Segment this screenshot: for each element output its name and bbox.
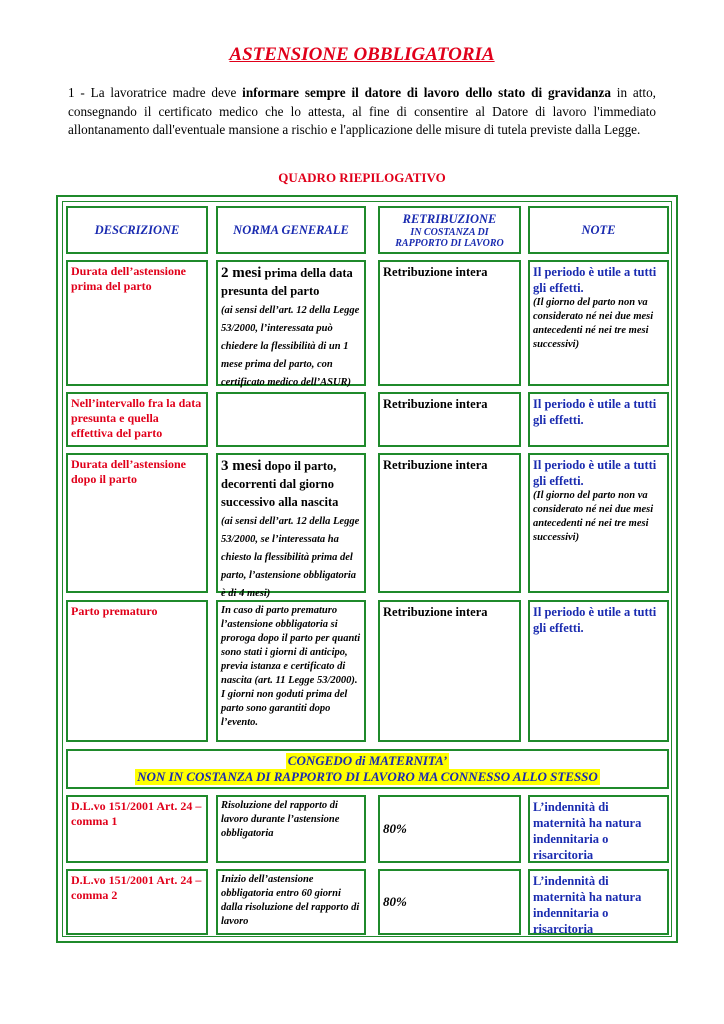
header-descrizione-label: DESCRIZIONE (94, 222, 180, 237)
header-retribuzione-sub: IN COSTANZA DI RAPPORTO DI LAVORO (395, 226, 504, 249)
row-3-descrizione: Durata dell’astensione dopo il parto (66, 453, 208, 593)
row-4-norma: In caso di parto prematuro l’astensione obbligatoria si proroga dopo il parto per quanti sono stati i giorni di anticipo, previa istanza e certificato di nascita (art. 11 Legge 53/2000). I giorni non goduti prima del parto sono garantiti dopo l’evento. (216, 600, 366, 742)
row-3-norma-note: (ai sensi dell’art. 12 della Legge 53/2000, se l’interessata ha chiesto la flessibilità prima del parto, l’astensione obbligatoria è di 4 mesi) (221, 516, 360, 599)
dl-row-2-descrizione: D.L.vo 151/2001 Art. 24 – comma 2 (66, 869, 208, 935)
row-1-note-sub: (Il giorno del parto non va considerato né nei due mesi antecedenti né nei tre mesi successivi) (533, 297, 654, 350)
dl-row-2-norma: Inizio dell’astensione obbligatoria entro 60 giorni dalla risoluzione del rapporto di lavoro (216, 869, 366, 935)
dl-row-1-norma: Risoluzione del rapporto di lavoro durante l’astensione obbligatoria (216, 795, 366, 863)
row-1-norma-big: 2 mesi (221, 265, 262, 281)
dl-row-2-note: L’indennità di maternità ha natura indennitaria o risarcitoria (528, 869, 669, 935)
section-subtitle: QUADRO RIEPILOGATIVO (278, 170, 446, 185)
row-1-norma-note: (ai sensi dell’art. 12 della Legge 53/2000, l’interessata può chiedere la flessibilità di un 1 mese prima del parto, con certificato medico dell’ASUR) (221, 305, 360, 388)
summary-table (56, 195, 678, 943)
dl-row-1-percentuale: 80% (378, 795, 521, 863)
page-title: ASTENSIONE OBBLIGATORIA (229, 44, 495, 65)
header-norma-label: NORMA GENERALE (233, 222, 349, 237)
intro-text-start: 1 - La lavoratrice madre deve (68, 85, 243, 100)
row-2-norma (216, 392, 366, 447)
header-descrizione (66, 206, 208, 254)
header-norma (216, 206, 366, 254)
row-1-note-main: Il periodo è utile a tutti gli effetti. (533, 265, 657, 295)
row-1-norma-mid: prima della data presunta del parto (221, 266, 353, 298)
intro-paragraph (68, 84, 656, 140)
intro-text-bold: informare sempre il datore di lavoro dello stato di gravidanza (242, 85, 611, 100)
row-3-norma (216, 453, 366, 599)
row-3-retribuzione: Retribuzione intera (378, 453, 521, 593)
row-4-descrizione: Parto prematuro (66, 600, 208, 742)
row-2-descrizione: Nell’intervallo fra la data presunta e quella effettiva del parto (66, 392, 208, 447)
congedo-title: CONGEDO di MATERNITA’ (287, 753, 448, 768)
dl-row-1-descrizione: D.L.vo 151/2001 Art. 24 – comma 1 (66, 795, 208, 863)
row-3-note-main: Il periodo è utile a tutti gli effetti. (533, 458, 657, 488)
row-4-note: Il periodo è utile a tutti gli effetti. (528, 600, 669, 742)
row-1-note (528, 260, 669, 386)
header-retribuzione (378, 206, 521, 254)
header-note (528, 206, 669, 254)
row-3-note (528, 453, 669, 593)
row-3-norma-big: 3 mesi (221, 458, 262, 474)
congedo-banner (66, 749, 669, 789)
row-1-retribuzione: Retribuzione intera (378, 260, 521, 386)
intro-text-end: in atto, consegnando il certificato medico che lo attesta, al fine di consentire al Datore di lavoro l'immediato allontanamento dall'eventuale mansione a rischio e l'applicazione delle misure di tutela previste dalla Legge. (68, 85, 656, 137)
row-2-note: Il periodo è utile a tutti gli effetti. (528, 392, 669, 447)
row-1-descrizione: Durata dell’astensione prima del parto (66, 260, 208, 386)
header-retribuzione-label: RETRIBUZIONE (402, 211, 497, 226)
dl-row-1-note: L’indennità di maternità ha natura indennitaria o risarcitoria (528, 795, 669, 863)
row-3-note-sub: (Il giorno del parto non va considerato né nei due mesi antecedenti né nei tre mesi successivi) (533, 490, 654, 543)
row-1-norma (216, 260, 366, 386)
row-3-norma-mid: dopo il parto, decorrenti dal giorno successivo alla nascita (221, 459, 339, 509)
row-4-retribuzione: Retribuzione intera (378, 600, 521, 742)
congedo-subtitle: NON IN COSTANZA DI RAPPORTO DI LAVORO MA CONNESSO ALLO STESSO (137, 769, 598, 784)
row-2-retribuzione: Retribuzione intera (378, 392, 521, 447)
header-note-label: NOTE (581, 222, 616, 237)
dl-row-2-percentuale: 80% (378, 869, 521, 935)
